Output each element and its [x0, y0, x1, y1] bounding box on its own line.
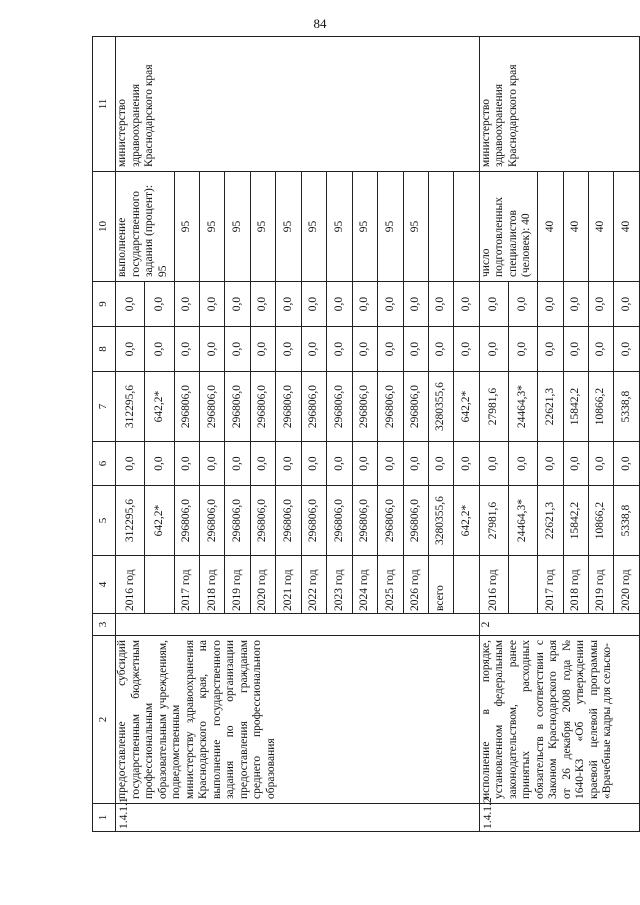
value-col6: 0,0	[276, 442, 301, 486]
value-col7: 642,2*	[454, 372, 479, 442]
value-total: 5338,8	[614, 486, 640, 556]
value-col8: 0,0	[352, 327, 377, 372]
value-col8: 0,0	[225, 327, 250, 372]
value-col6: 0,0	[327, 442, 352, 486]
value-col7: 296806,0	[378, 372, 403, 442]
indicator-value: 95	[225, 172, 250, 282]
year-label: 2016 год	[116, 556, 145, 614]
value-col6: 0,0	[378, 442, 403, 486]
year-label: 2019 год	[589, 556, 614, 614]
value-total: 296806,0	[301, 486, 326, 556]
value-total: 296806,0	[327, 486, 352, 556]
result-indicator: число подготовленных специалистов (человек): 40	[479, 172, 537, 282]
value-col7: 296806,0	[276, 372, 301, 442]
measure-description: предоставление субсидий государственным бюджетным профессиональным образовательным учреждениям, подведомственным министерству здравоохранения Краснодарского края, на выполнение государственного задания по организации предоставления гражданам среднего профессионального образования	[116, 636, 480, 804]
header-col-8: 8	[93, 327, 116, 372]
year-label: 2022 год	[301, 556, 326, 614]
year-label: 2016 год	[479, 556, 508, 614]
value-total: 642,2*	[145, 486, 174, 556]
indicator-value: 40	[589, 172, 614, 282]
value-total: 24464,3*	[508, 486, 537, 556]
value-col7: 10866,2	[589, 372, 614, 442]
value-col6: 0,0	[428, 442, 453, 486]
indicator-value: 95	[174, 172, 199, 282]
year-label: 2026 год	[403, 556, 428, 614]
header-col-11: 11	[93, 37, 116, 172]
value-col7: 296806,0	[174, 372, 199, 442]
value-col6: 0,0	[250, 442, 275, 486]
value-col7: 15842,2	[563, 372, 588, 442]
column-number-header	[93, 37, 116, 832]
value-col9: 0,0	[174, 282, 199, 327]
value-col8: 0,0	[327, 327, 352, 372]
value-col9: 0,0	[301, 282, 326, 327]
header-col-2: 2	[93, 636, 116, 804]
indicator-value: 95	[327, 172, 352, 282]
table-row	[116, 37, 145, 832]
header-col-7: 7	[93, 372, 116, 442]
value-total: 15842,2	[563, 486, 588, 556]
measure-col3: 2	[479, 614, 639, 636]
value-total: 312295,6	[116, 486, 145, 556]
year-label: 2017 год	[538, 556, 563, 614]
value-col7: 296806,0	[200, 372, 225, 442]
value-total: 296806,0	[276, 486, 301, 556]
year-label: всего	[428, 556, 453, 614]
result-indicator: выполнение государственного задания (процент): 95	[116, 172, 174, 282]
value-col9: 0,0	[538, 282, 563, 327]
value-col8: 0,0	[479, 327, 508, 372]
value-col6: 0,0	[403, 442, 428, 486]
value-col7: 296806,0	[225, 372, 250, 442]
value-col9: 0,0	[116, 282, 145, 327]
rotated-program-table-page	[92, 37, 640, 832]
value-col7: 5338,8	[614, 372, 640, 442]
indicator-value: 95	[352, 172, 377, 282]
value-col9: 0,0	[454, 282, 479, 327]
value-col8: 0,0	[454, 327, 479, 372]
value-col6: 0,0	[200, 442, 225, 486]
value-col8: 0,0	[116, 327, 145, 372]
value-col6: 0,0	[225, 442, 250, 486]
indicator-value: 95	[378, 172, 403, 282]
year-label: 2018 год	[563, 556, 588, 614]
value-col6: 0,0	[479, 442, 508, 486]
value-col6: 0,0	[301, 442, 326, 486]
table-body	[93, 37, 640, 832]
value-col8: 0,0	[174, 327, 199, 372]
value-col6: 0,0	[454, 442, 479, 486]
value-col9: 0,0	[563, 282, 588, 327]
indicator-value: 40	[563, 172, 588, 282]
value-col7: 296806,0	[352, 372, 377, 442]
value-total: 10866,2	[589, 486, 614, 556]
value-col7: 3280355,6	[428, 372, 453, 442]
year-label: 2018 год	[200, 556, 225, 614]
value-total: 296806,0	[174, 486, 199, 556]
value-col9: 0,0	[378, 282, 403, 327]
value-col7: 296806,0	[301, 372, 326, 442]
indicator-value	[428, 172, 453, 282]
year-label: 2024 год	[352, 556, 377, 614]
indicator-value	[454, 172, 479, 282]
value-col9: 0,0	[276, 282, 301, 327]
value-col8: 0,0	[563, 327, 588, 372]
indicator-value: 40	[538, 172, 563, 282]
value-col8: 0,0	[538, 327, 563, 372]
value-col9: 0,0	[327, 282, 352, 327]
program-measures-table	[92, 36, 640, 832]
value-col9: 0,0	[200, 282, 225, 327]
value-col9: 0,0	[614, 282, 640, 327]
value-col8: 0,0	[250, 327, 275, 372]
header-col-4: 4	[93, 556, 116, 614]
value-col7: 296806,0	[403, 372, 428, 442]
header-col-1: 1	[93, 804, 116, 832]
table-row	[479, 37, 508, 832]
measure-col3	[116, 614, 480, 636]
indicator-value: 95	[301, 172, 326, 282]
value-total: 296806,0	[250, 486, 275, 556]
year-label: 2019 год	[225, 556, 250, 614]
indicator-value: 40	[614, 172, 640, 282]
value-total: 296806,0	[225, 486, 250, 556]
year-label: 2020 год	[250, 556, 275, 614]
value-total: 296806,0	[378, 486, 403, 556]
value-col7: 27981,6	[479, 372, 508, 442]
value-col9: 0,0	[352, 282, 377, 327]
value-col6: 0,0	[508, 442, 537, 486]
value-total: 296806,0	[200, 486, 225, 556]
value-col9: 0,0	[508, 282, 537, 327]
value-col9: 0,0	[479, 282, 508, 327]
indicator-value: 95	[200, 172, 225, 282]
year-label	[454, 556, 479, 614]
value-col6: 0,0	[145, 442, 174, 486]
value-col8: 0,0	[428, 327, 453, 372]
year-label: 2021 год	[276, 556, 301, 614]
value-total: 27981,6	[479, 486, 508, 556]
value-col9: 0,0	[403, 282, 428, 327]
header-col-6: 6	[93, 442, 116, 486]
value-col8: 0,0	[301, 327, 326, 372]
year-label	[145, 556, 174, 614]
year-label	[508, 556, 537, 614]
value-col6: 0,0	[174, 442, 199, 486]
value-col7: 296806,0	[250, 372, 275, 442]
value-col8: 0,0	[589, 327, 614, 372]
year-label: 2020 год	[614, 556, 640, 614]
measure-code: 1.4.1.1	[116, 804, 480, 832]
value-col6: 0,0	[589, 442, 614, 486]
value-col6: 0,0	[538, 442, 563, 486]
value-col9: 0,0	[428, 282, 453, 327]
value-col7: 24464,3*	[508, 372, 537, 442]
header-col-3: 3	[93, 614, 116, 636]
value-col8: 0,0	[200, 327, 225, 372]
value-col6: 0,0	[116, 442, 145, 486]
value-total: 3280355,6	[428, 486, 453, 556]
value-total: 296806,0	[352, 486, 377, 556]
value-col7: 312295,6	[116, 372, 145, 442]
value-col9: 0,0	[589, 282, 614, 327]
indicator-value: 95	[250, 172, 275, 282]
value-col8: 0,0	[276, 327, 301, 372]
indicator-value: 95	[276, 172, 301, 282]
value-total: 642,2*	[454, 486, 479, 556]
executor: министерство здравоохранения Краснодарского края	[479, 37, 639, 172]
value-col9: 0,0	[145, 282, 174, 327]
executor: министерство здравоохранения Краснодарского края	[116, 37, 480, 172]
value-col9: 0,0	[225, 282, 250, 327]
year-label: 2025 год	[378, 556, 403, 614]
value-total: 296806,0	[403, 486, 428, 556]
value-col7: 642,2*	[145, 372, 174, 442]
header-col-9: 9	[93, 282, 116, 327]
value-col6: 0,0	[563, 442, 588, 486]
year-label: 2023 год	[327, 556, 352, 614]
value-col8: 0,0	[614, 327, 640, 372]
year-label: 2017 год	[174, 556, 199, 614]
indicator-value: 95	[403, 172, 428, 282]
value-col8: 0,0	[508, 327, 537, 372]
page-number: 84	[313, 16, 327, 31]
value-col9: 0,0	[250, 282, 275, 327]
value-col8: 0,0	[145, 327, 174, 372]
measure-code: 1.4.1.2	[479, 804, 639, 832]
measure-description: исполнение в порядке, установленном федеральным законодательством, ранее принятых расходных обязательств в соответствии с Законом Краснодарского края от 26 декабря 2008 года № 1640-КЗ «Об утверждении краевой целевой программы «Врачебные кадры для сельско-	[479, 636, 639, 804]
value-col8: 0,0	[378, 327, 403, 372]
value-col7: 296806,0	[327, 372, 352, 442]
value-col7: 22621,3	[538, 372, 563, 442]
value-total: 22621,3	[538, 486, 563, 556]
value-col6: 0,0	[614, 442, 640, 486]
value-col6: 0,0	[352, 442, 377, 486]
value-col8: 0,0	[403, 327, 428, 372]
header-col-5: 5	[93, 486, 116, 556]
header-col-10: 10	[93, 172, 116, 282]
